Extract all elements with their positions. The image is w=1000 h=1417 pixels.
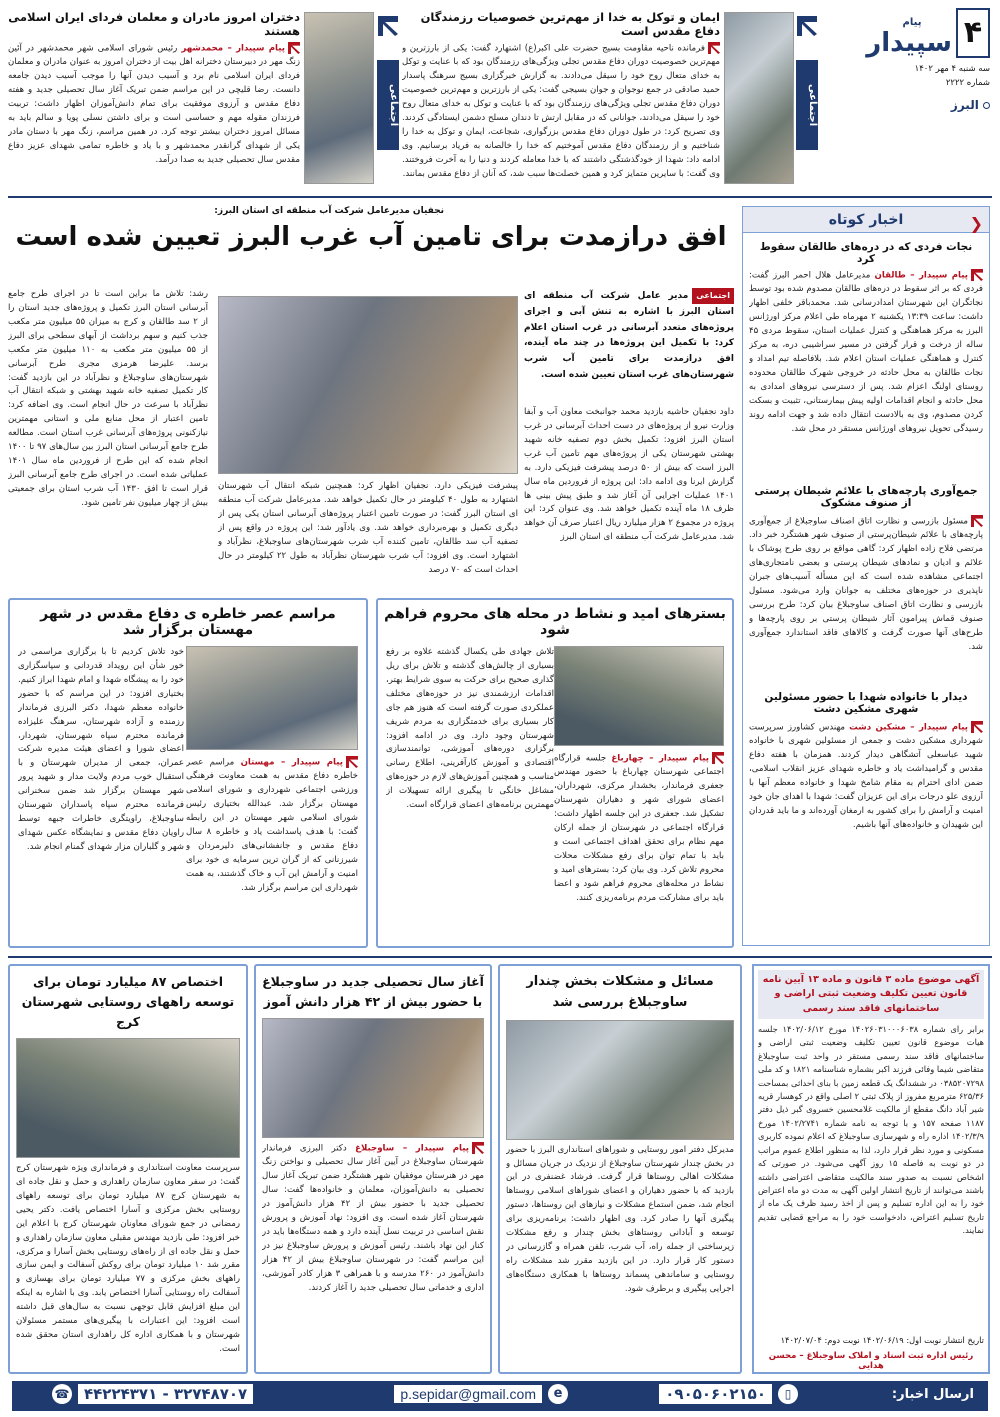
legal-notice-signature: رئیس اداره ثبت اسناد و املاک ساوجبلاغ – محسن هدایی — [768, 1350, 974, 1371]
footer-phones: ۳۲۷۴۸۷۰۷ - ۴۴۲۲۴۳۷۱ — [78, 1384, 253, 1404]
legal-notice — [752, 964, 990, 1374]
karaj-story-photo — [16, 1038, 240, 1158]
top-left-photo — [304, 12, 374, 184]
province-label: البرز — [951, 98, 990, 112]
main-story-photo — [218, 296, 518, 474]
divider — [8, 196, 992, 198]
top-left-story — [8, 10, 300, 186]
news-arrow-icon — [472, 1142, 484, 1154]
top-story-text: فرمانده ناحیه مقاومت بسیج حضرت علی اکبر(ع) اشتهارد گفت: یکی از بارزترین و مهم‌ترین خصوصیت دوران دفاع مقدس تجلی ویژگی‌های رزمندگان بود که با عنایت و توکل به خدای متعال روح خود را سیقل می‌دادند. به گزارش خبرگزاری بسیج سرهنگ پاسدار حمید صادقی در جمع نوجوان و جوان بسیجی گفت: یکی از بارزترین و مهم‌ترین خصوصیت دوران دفاع مقدس تجلی ویژگی‌های رزمندگان بود که با عنایت و توکل به خدای متعال روح خود را سیقل می‌دادند، جوانانی که در مقابل ارتش تا دندان مسلح دشمن ایستادگی کردند. وی تصریح کرد: در طول دوران دفاع مقدس بزرگواری، شجاعت، ایمان و توکل به خدا را شناختیم و از رزمندگان دفاع مقدس آموختیم که خدا را خالصانه به فریاد برسانیم. وی ادامه داد: شهدا از خودگذشتگی داشتند که با خدا معامله کردند و دنیا را به آخرت فروختند. وی گفت: با سایرین متمایز کرد و همین خصلت‌ها سبب شد، که آنان از دفاع مقدس بمانند. — [402, 43, 720, 179]
defa-story-text-right: پیام سپیدار – مهستان مراسم عصر خاطره دفاع مقدس به همت معاونت فرهنگی ورزشی اجتماعی شهرداری و شورای اسلامی مهستان برگزار شد. عبدالله بختیاری رئیس شورای اسلامی شهر مهستان در این رابطه گفت: با هدف پاسداشت یاد و خاطره ۸ سال دفاع مقدس و جانفشانی‌های دلیرمردان و شیرزنانی که از گران ترین سرمایه ی خود برای امنیت و آرامش این آب و خاک گذشتند، به همت شهرداری این مراسم برگزار شد. — [186, 757, 358, 893]
top-story — [402, 10, 720, 186]
main-story-lead: اجتماعیمدیر عامل شرکت آب منطقه ای استان البرز با اشاره به تنش آبی و اجرای پروژه‌های متعدد آبرسانی در غرب استان اعلام کرد: با تکمیل این پروژه‌ها در چند ماه آینده، افق درازمدت برای تامین آب شرب شهرستان‌های غرب استان تعیین شده است. — [524, 288, 734, 398]
dot-icon — [983, 102, 990, 109]
main-story-col-mid: پیشرفت فیزیکی دارد. نجفیان اظهار کرد: همچنین شبکه انتقال آب شهرستان اشتهارد به طول ۴۰ کیلومتر در حال تکمیل خواهد شد. مدیرعامل شرکت آب منطقه ای استان البرز گفت: در صورت تامین اعتبار پروژه‌های آبرسانی استان یکی پس از دیگری تکمیل و بهره‌برداری خواهد شد. وی یادآور شد: این پروژه در واقع پس از تصفیه آب سد طالقان، تامین کننده آب شرب شهرستان‌های ساوجبلاغ، نظرآباد و اشتهارد است. وی افزود: آب شرب شهرستان نظرآباد به طول ۲۲ کیلومتر در حال احداث است که ۷۰ درصد — [218, 481, 518, 575]
defa-story — [8, 598, 368, 948]
chendar-story-title: مسائل و مشکلات بخش چندار ساوجبلاغ بررسی شد — [526, 974, 714, 1010]
email-icon: e — [548, 1384, 568, 1404]
omid-story-text-right: پیام سپیدار – چهارباغ جلسه قرارگاه اجتماعی شهرستان چهارباغ با حضور مهندس جعفری فرماندار، بخشدار مرکزی، شهرداران، اعضای شورای شهر و دهیاران شهرستان تشکیل شد. جعفری در این جلسه اظهار داشت: قرارگاه اجتماعی در شهرستان از جمله ارکان مهم نظام برای تحقق اهداف اجتماعی است و باید با تمام توان برای رفع مشکلات محلات محروم تلاش کرد. وی بیان کرد: بسترهای امید و نشاط در محله‌های محروم فراهم شود و اعضا باید برای مشارکت مردم برنامه‌ریزی کنند. — [554, 753, 724, 903]
karaj-story — [8, 964, 248, 1374]
masthead — [866, 8, 990, 194]
main-story-title: افق درازمدت برای تامین آب غرب البرز تعیین شده است — [15, 222, 727, 252]
main-story-col-left: رشد: تلاش ما براین است تا در اجرای طرح جامع آبرسانی استان البرز تکمیل و پروژه‌های جدید استان را از ۲ سد طالقان و کرج به میزان ۵۵ میلیون متر مکعب جذب کنیم و سهم برداشت از آبهای سطحی برای البرز از ۵۵ میلیون متر مکعب به ۱۱۰ میلیون متر مکعب برسد. علیرضا هرمزی مجری طرح آبرسانی شهرستان‌های ساوجبلاغ و نظرآباد در این بازدید گفت: کار تکمیل تصفیه خانه شهید بهشتی و شبکه انتقال آب نظرآباد با سرعت در حال انجام است. وی اضافه کرد: تامین اعتبار از محل منابع ملی و استانی مهمترین نیازکنونی پروژه‌های آبرسانی غرب استان است. مطالعه طرح جامع آبرسانی استان البرز بین سال‌های ۹۷ تا ۱۴۰۰ انجام شده که این طرح از فروردین ماه سال ۱۴۰۱ عملیاتی شده است. در اجرای طرح جامع آبرسانی البرز قرار است تا افق ۱۴۳۰ آب شرب استان برای جمعیتی بیش از چهار میلیون نفر تامین شود. — [8, 289, 208, 508]
issue-date: سه شنبه ۴ مهر ۱۴۰۲ — [914, 64, 990, 74]
defa-story-title: مراسم عصر خاطره ی دفاع مقدس در شهر مهستان برگزار شد — [40, 606, 336, 638]
chendar-story — [498, 964, 742, 1374]
main-story-col-right: داود نجفیان حاشیه بازدید محمد جوانبخت معاون آب و آبفا وزارت نیرو از پروژه‌های در دست احداث آبرسانی در غرب استان البرز افزود: تکمیل بخش دوم تصفیه خانه شهید بهشتی شهرستان یکی از پروژه‌های مهم تامین آب غرب البرز است که بیش از ۵۰ درصد پیشرفت فیزیکی دارد. به گزارش ایرنا وی ادامه داد: این پروژه از فروردین ماه سال ۱۴۰۱ عملیات اجرایی آن آغاز شد و طبق پیش بینی ها ظرف ۱۸ ماه آینده تکمیل خواهد شد. وی عنوان کرد: این پروژه در مجموع ۲ هزار میلیارد ریال اعتبار صرف آن خواهد شد. مدیرعامل شرکت آب منطقه ای استان البرز — [524, 407, 734, 543]
news-arrow-icon — [712, 752, 724, 764]
section-arrow-icon-2 — [378, 16, 398, 36]
main-story-kicker: نجفیان مدیرعامل شرکت آب منطقه ای استان البرز: — [214, 206, 444, 216]
footer-email-group[interactable] — [394, 1384, 568, 1404]
footer-phone-group[interactable] — [52, 1384, 253, 1404]
karaj-story-title: اختصاص ۸۷ میلیارد تومان برای توسعه راههای روستایی شهرستان کرج — [21, 974, 235, 1029]
news-arrow-icon — [288, 42, 300, 54]
phone-icon: ☎ — [52, 1384, 72, 1404]
short-news-title-1: نجات فردی که در دره‌های طالقان سقوط کرد — [759, 241, 973, 265]
masthead-logo: پیام سپیدار — [866, 17, 952, 58]
short-news-title-2: جمع‌آوری پارچه‌های با علائم شیطان پرستی از صنوف مشکوک — [754, 485, 978, 509]
footer-mobile: ۰۹۰۵۰۶۰۲۱۵۰ — [659, 1384, 772, 1404]
top-left-text: پیام سپیدار – محمدشهر رئیس شورای اسلامی شهر محمدشهر در آئین زنگ مهر در دبیرستان دخترانه اهل بیت از دختران امروز به عنوان مادران و معلمان فردای ایران اسلامی نام برد و آسیب دیدن آنها را موجب آسیب دیدن جامعه دانست. رضا قلیچی در این مراسم ضمن تبریک آغاز سال تحصیلی جدید و هفته دفاع مقدس و آرزوی موفقیت برای تمام دانش‌آموزان اظهار داشت: تربیت فرزندان مقوله مهم و حساسی است و برای داشتن نسلی پویا و سالم باید به مسائل امروز دختران بیشتر توجه کرد. در همین مراسم، زنگ مهر با دستان مادر یکی از شهدای گرانقدر محمدشهر و با یاد و خاطره تمامی شهدای عزیز دفاع مقدس سال تحصیلی جدید به صدا درآمد. — [8, 43, 300, 165]
news-arrow-icon — [971, 515, 983, 527]
legal-notice-title: آگهی موضوع ماده ۳ قانون و ماده ۱۳ آیین نامه قانون تعیین تکلیف وضعیت ثبتی اراضی و ساختمانهای فاقد سند رسمی — [758, 970, 984, 1019]
legal-notice-text: برابر رای شماره ۱۴۰۲۶۰۳۱۰۰۰۶۰۳۸ مورخ ۱۴۰۲/۰۶/۱۲ جلسه هیات موضوع قانون تعیین تکلیف وضعیت ثبتی اراضی و ساختمانهای فاقد سند رسمی مستقر در واحد ثبت ساوجبلاغ متقاضی شیما وفائی فرزند اکبر بشماره شناسنامه ۱۸۲۱ و کد ملی ۰۳۸۵۲۰۷۲۹۸ در ششدانگ یک قطعه زمین با بنای احداثی بمساحت ۶۲۵/۳۶ مترمربع مفروز از پلاک ثبتی ۲ اصلی واقع در کوهسار قریه شیر آباد دانگ مقطع از مالکیت غلامحسین خسروی گبر ذیل دفتر ۱۱۸۷ صفحه ۱۵۷ و با توجه به نامه شماره ۱۴۰۲/۲۷۴۱ مورخ ۱۴۰۲/۳/۹ اداره راه و شهرسازی ساوجبلاغ که اعلام نموده کاربری مسکونی و مورد نظر قرار دارد، لذا به منظور اطلاع عموم مراتب در دو نوبت به فاصله ۱۵ روز آگهی می‌شود. در صورتی که اشخاص نسبت به صدور سند مالکیت متقاضی اعتراضی داشته باشند می‌توانند از تاریخ انتشار اولین آگهی به مدت دو ماه اعتراض خود را به این اداره تسلیم و پس از اخذ رسید ظرف یک ماه از تاریخ تسلیم اعتراض، دادخواست خود را به مراجع قضایی تقدیم نمایند. — [758, 1023, 984, 1236]
short-news-header: اخبار کوتاه ❮ — [743, 207, 989, 233]
omid-story-title: بسترهای امید و نشاط در محله های محروم فراهم شود — [384, 606, 726, 638]
top-left-title: دختران امروز مادران و معلمان فردای ایران اسلامی هستند — [8, 10, 300, 38]
omid-story — [376, 598, 734, 948]
short-news-text-3: پیام سپیدار – مشکین دشت مهندس کشاورز سرپرست شهرداری مشکین دشت و جمعی از مسئولین شهری با خانواده شهید عباسعلی آتشگاهی دیدار کردند. همزمان با هفته دفاع مقدس و گرامیداشت یاد و خاطره شهدای عزیز انقلاب اسلامی، ضمن ادای احترام به مقام شامخ شهدا و خانواده معظم آنها با آرزوی علو درجات برای این عزیزان گفت: شهدا با اهدای جان خود امنیت و آرامش را برای کشور به ارمغان آورده‌اند و ما باید قدردان این شهیدان و خانواده‌های آنها باشیم. — [749, 722, 983, 830]
section-arrow-icon — [797, 16, 817, 36]
short-news-column — [742, 206, 990, 946]
omid-story-photo — [554, 646, 724, 746]
school-story-title: آغاز سال تحصیلی جدید در ساوجبلاغ با حضور بیش از ۴۲ هزار دانش آموز — [262, 974, 484, 1009]
footer-label: ارسال اخبار: — [891, 1387, 974, 1402]
short-news-text-1: پیام سپیدار – طالقان مدیرعامل هلال احمر البرز گفت: فردی که بر اثر سقوط در دره‌های طالقان مصدوم شده بود توسط نجاتگران این شهرستان امدادرسانی شد. محمدباقر خلفی اظهار داشت: ساعت ۱۳:۳۹ یکشنبه ۲ مهرماه طی اعلام مرکز اورژانس البرز به مرکز هماهنگی و کنترل عملیات استان، سقوط مردی ۴۵ ساله از درخت و قرار گرفتن در مسیر سراشیبی دره، به مرکز کنترل و هماهنگی عملیات استان اعلام شد. بلافاصله تیم امداد و نجات طالقان به محل حادثه در خروجی شهرک طالقان محدوده روستای اولنگ اعزام شد. پس از دسترسی نیروهای امدادی به محل حادثه و انجام اقدامات اولیه پیش بیمارستانی، تثبیت و بسکت کردن مصدوم، وی به بالادست انتقال داده شد و جهت ادامه روند رسیدگی تحویل نیروهای اورژانس مستقر در محل شد. — [749, 270, 983, 434]
footer-email: p.sepidar@gmail.com — [394, 1385, 542, 1403]
chendar-story-text: مدیرکل دفتر امور روستایی و شوراهای استانداری البرز با حضور در بخش چندار شهرستان ساوجبلاغ از نزدیک در جریان مسائل و مشکلات اهالی روستاها قرار گرفت. فرشاد غضنفری در این بازدید که با حضور دهیاران و اعضای شوراهای اسلامی روستاها انجام شد، ضمن استماع مشکلات و نیازهای این روستاها، دستور پیگیری آنها را صادر کرد. وی اظهار داشت: برنامه‌ریزی برای توسعه و آبادانی روستاهای بخش چندار و رفع مشکلات زیرساختی از جمله راه، آب شرب، تلفن همراه و گازرسانی در دستور کار قرار دارد. در این بازدید مقرر شد مشکلات راه روستایی و ساماندهی پسماند روستاها با همکاری دستگاه‌های اجرایی پیگیری و برطرف شود. — [506, 1144, 734, 1294]
short-news-text-2: مسئول بازرسی و نظارت اتاق اصناف ساوجبلاغ از جمع‌آوری پارچه‌های با علائم شیطان‌پرستی از صنوف شهر هشتگرد خبر داد. مرتضی فلاح زاده اظهار کرد: گاهی مواقع بر روی طرح پوشاک با علائم و ادیان و نمادهای شیطان پرستی و بعضی نامتجاری‌های اجتماعی مشاهده شده است که این مسأله آسیب‌های جبران ناپذیری در حوزه‌های مختلف به جوانان وارد می‌شود. مسئول بازرسی و نظارت اتاق اصناف ساوجبلاغ بیان کرد: طرح بررسی صنوف قماش پیرامون آثار شیطان پرستی بر روی پارچه‌ها و طرح‌های آنها صورت گرفت و کالاهای فاقد استاندارد جمع‌آوری شد. — [749, 516, 983, 652]
footer-mobile-group[interactable] — [659, 1384, 798, 1404]
news-arrow-icon — [708, 42, 720, 54]
section-red-tag: اجتماعی — [692, 288, 734, 304]
page-number-box: ۴ — [956, 8, 990, 58]
news-arrow-icon — [346, 756, 358, 768]
short-news-title-3: دیدار با خانواده شهدا با حضور مسئولین شهری مشکین دشت — [764, 691, 968, 715]
chendar-story-photo — [506, 1020, 734, 1140]
section-tag-2: اجتماعی — [377, 60, 399, 150]
main-story — [8, 206, 734, 586]
divider-2 — [8, 956, 992, 958]
news-arrow-icon — [971, 721, 983, 733]
school-story-photo — [262, 1018, 484, 1138]
footer-bar — [12, 1381, 988, 1411]
news-arrow-icon — [971, 269, 983, 281]
legal-notice-dates: تاریخ انتشار نوبت اول: ۱۴۰۲/۰۶/۱۹ نوبت دوم: ۱۴۰۲/۰۷/۰۴ — [780, 1334, 984, 1345]
issue-number: شماره ۲۲۲۲ — [945, 78, 990, 88]
defa-story-text-left: خود تلاش کردیم تا با برگزاری مراسمی در خور شأن این رویداد قدردانی و سپاسگزاری خود را به پیشگاه شهدا و امام شهدا ابراز کنیم. بختیاری افزود: در این مراسم که با حضور خانواده معظم شهدا، دکتر البرزی فرماندار رزمنده و آزاده شهرستان، سرهنگ علیزاده فرمانده محترم سپاه شهرستان، شهردار، اعضای شورا و اعضای هیئت مدیره شرکت عمران، جمعی از مدیران شهرستان و با استقبال خوب مردم ولایت مدار و شهید پرور شهر مهستان برگزار شد ضمن سخنرانی فرمانده محترم سپاه پاسداران شهرستان ساوجبلاغ، راویتگری خاطرات جبهه توسط راویان دفاع مقدس و نمایشگاه عکس شهدای شهر و گلباران مزار شهدای گمنام انجام شد. — [18, 647, 184, 852]
defa-story-photo — [186, 646, 358, 750]
section-tag: اجتماعی — [796, 60, 818, 150]
top-story-photo — [724, 12, 794, 184]
school-story — [254, 964, 492, 1374]
karaj-story-text: سرپرست معاونت استانداری و فرمانداری ویژه شهرستان کرج گفت: در سفر معاون سازمان راهداری و حمل و نقل جاده ای به شهرستان کرج ۸۷ میلیارد تومان برای توسعه راههای روستایی بخش مرکزی و آسارا اختصاص یافت. دکتر یحیی رمضانی در جمع شورای معاونان شهرستان کرج با اعلام این خبر افزود: طی بازدید مهندس مقبلی معاون سازمان راهداری و حمل و نقل جاده ای از راه‌های روستایی بخش آسارا و مرکزی، مقرر شد ۱۰ میلیارد تومان برای روکش آسفالت و ایمن سازی راههای بخش مرکزی و ۷۷ میلیارد تومان برای بهسازی و آسفالت راه روستایی آسارا اختصاص یابد. وی با اشاره به اینکه این مبلغ افزایش قابل توجهی نسبت به سال‌های قبل داشته است افزود: این اعتبارات با پیگیری‌های مستمر مسئولان شهرستان و با همکاری اداره کل راهداری استان محقق شده است. — [16, 1163, 240, 1354]
top-story-title: ایمان و توکل به خدا از مهم‌ترین خصوصیات رزمندگان دفاع مقدس است — [420, 10, 720, 38]
mobile-icon: ▯ — [778, 1384, 798, 1404]
school-story-text: پیام سپیدار – ساوجبلاغ دکتر البرزی فرماندار شهرستان ساوجبلاغ در آیین آغاز سال تحصیلی و نواختن زنگ مهر در هنرستان موفقیان شهر هشتگرد ضمن تبریک آغاز سال تحصیلی به دانش‌آموزان، معلمان و خانواده‌ها گفت: سال تحصیلی جدید با حضور بیش از ۴۲ هزار دانش‌آموز در شهرستان آغاز شده است. وی افزود: نهاد آموزش و پرورش نقش اساسی در تربیت نسل آینده دارد و همه دستگاه‌ها باید در کنار این نهاد باشند. رئیس آموزش و پرورش ساوجبلاغ نیز در این مراسم گفت: در شهرستان ساوجبلاغ بیش از ۴۲ هزار دانش‌آموز در ۲۶۰ مدرسه و با همراهی ۳ هزار کادر آموزشی، اداری و خدماتی سال تحصیلی جدید را آغاز کردند. — [262, 1143, 484, 1293]
chevron-left-icon: ❮ — [969, 214, 983, 233]
omid-story-text-left: تلاش جهادی طی یکسال گذشته علاوه بر رفع بسیاری از چالش‌های گذشته و تلاش برای ریل گذاری صحیح برای حرکت به سوی شرایط بهتر، اقدامات ارزشمندی نیز در حوزه‌های مختلف عملکردی صورت گرفته است که هنوز هم جای کار بسیاری برای خدمتگزاری به مردم شریف شهرستان وجود دارد. وی در ادامه افزود: برگزاری دوره‌های آموزشی، توانمندسازی اقتصادی و آموزش کارآفرینی، اطلاع رسانی مناسب و همچنین آموزش‌های لازم در حوزه‌های مشاغل خانگی تا پیگیری ارائه تسهیلات از مهمترین برنامه‌های اعضای قرارگاه است. — [386, 647, 554, 811]
